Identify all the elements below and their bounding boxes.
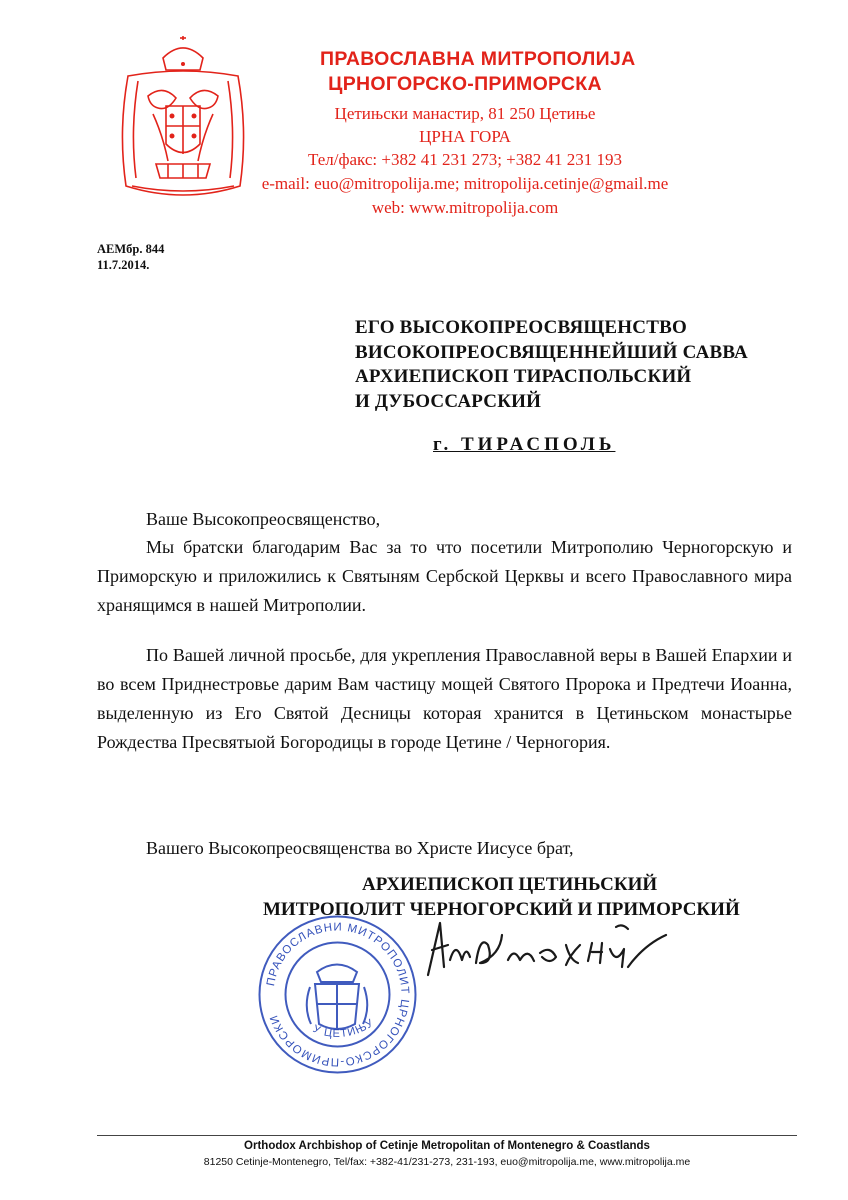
letterhead-email: e-mail: euo@mitropolija.me; mitropolija.cetinje@gmail.me — [261, 174, 669, 193]
signatory-title-line1: АРХИЕПИСКОП ЦЕТИНЬСКИЙ — [362, 874, 658, 895]
letterhead-country: ЦРНА ГОРА — [419, 127, 511, 146]
reference-number: АЕМбр. 844 — [97, 242, 165, 256]
stamp-bottom-text: У ЦЕТИЊУ — [311, 1016, 377, 1041]
stamp-text: ПРАВОСЛАВНИ МИТРОПОЛИТ ЦРНОГОРСКО-ПРИМОРСКИ — [265, 921, 411, 1068]
addressee-line4: И ДУБОССАРСКИЙ — [355, 391, 542, 412]
body-paragraph-1: Мы братски благодарим Вас за то что посетили Митрополию Черногорскую и Приморскую и приложились к Святыням Сербской Церквы и всего Православного мира хранящимся в нашей Митрополии. — [97, 537, 792, 615]
addressee-line1: ЕГО ВЫСОКОПРЕОСВЯЩЕНСТВО — [355, 317, 687, 338]
footer-contact: 81250 Cetinje-Montenegro, Tel/fax: +382-41/231-273, 231-193, euo@mitropolija.me, www.mitropolija.me — [203, 1156, 691, 1168]
handwritten-signature — [410, 905, 680, 995]
signatory-title-line2: МИТРОПОЛИТ ЧЕРНОГОРСКИЙ И ПРИМОРСКИЙ — [263, 899, 740, 920]
letterhead-title-line2: ЦРНОГОРСКО-ПРИМОРСКА — [328, 73, 602, 95]
addressee-city: г. ТИРАСПОЛЬ — [433, 434, 616, 455]
reference-date: 11.7.2014. — [97, 258, 150, 272]
closing-line: Вашего Высокопреосвященства во Христе Иисусе брат, — [146, 838, 574, 858]
addressee-line3: АРХИЕПИСКОП ТИРАСПОЛЬСКИЙ — [355, 366, 692, 387]
seal-stamp — [255, 912, 420, 1077]
addressee-line2: ВИСОКОПРЕОСВЯЩЕННЕЙШИЙ САВВА — [355, 342, 748, 363]
footer-divider — [97, 1135, 797, 1136]
letterhead-web: web: www.mitropolija.com — [371, 198, 559, 217]
footer-title: Orthodox Archbishop of Cetinje Metropolitan of Montenegro & Coastlands — [244, 1140, 650, 1152]
salutation: Ваше Высокопреосвященство, — [146, 509, 381, 529]
letterhead-phone: Тел/факс: +382 41 231 273; +382 41 231 193 — [307, 150, 623, 169]
body-paragraph-2: По Вашей личной просьбе, для укрепления Православной веры в Вашей Епархии и во всем Приднестровье дарим Вам частицу мощей Святого Пророка и Предтечи Иоанна, выделенную из Его Святой Десницы которая хранится в Цетиньском монастырье Рождества Пресвятыой Богородицы в городе Цетине / Черногория. — [97, 645, 792, 752]
letterhead-address: Цетињски манастир, 81 250 Цетиње — [334, 104, 596, 123]
coat-of-arms-icon — [108, 36, 258, 206]
letterhead-title-line1: ПРАВОСЛАВНА МИТРОПОЛИЈА — [320, 48, 636, 70]
